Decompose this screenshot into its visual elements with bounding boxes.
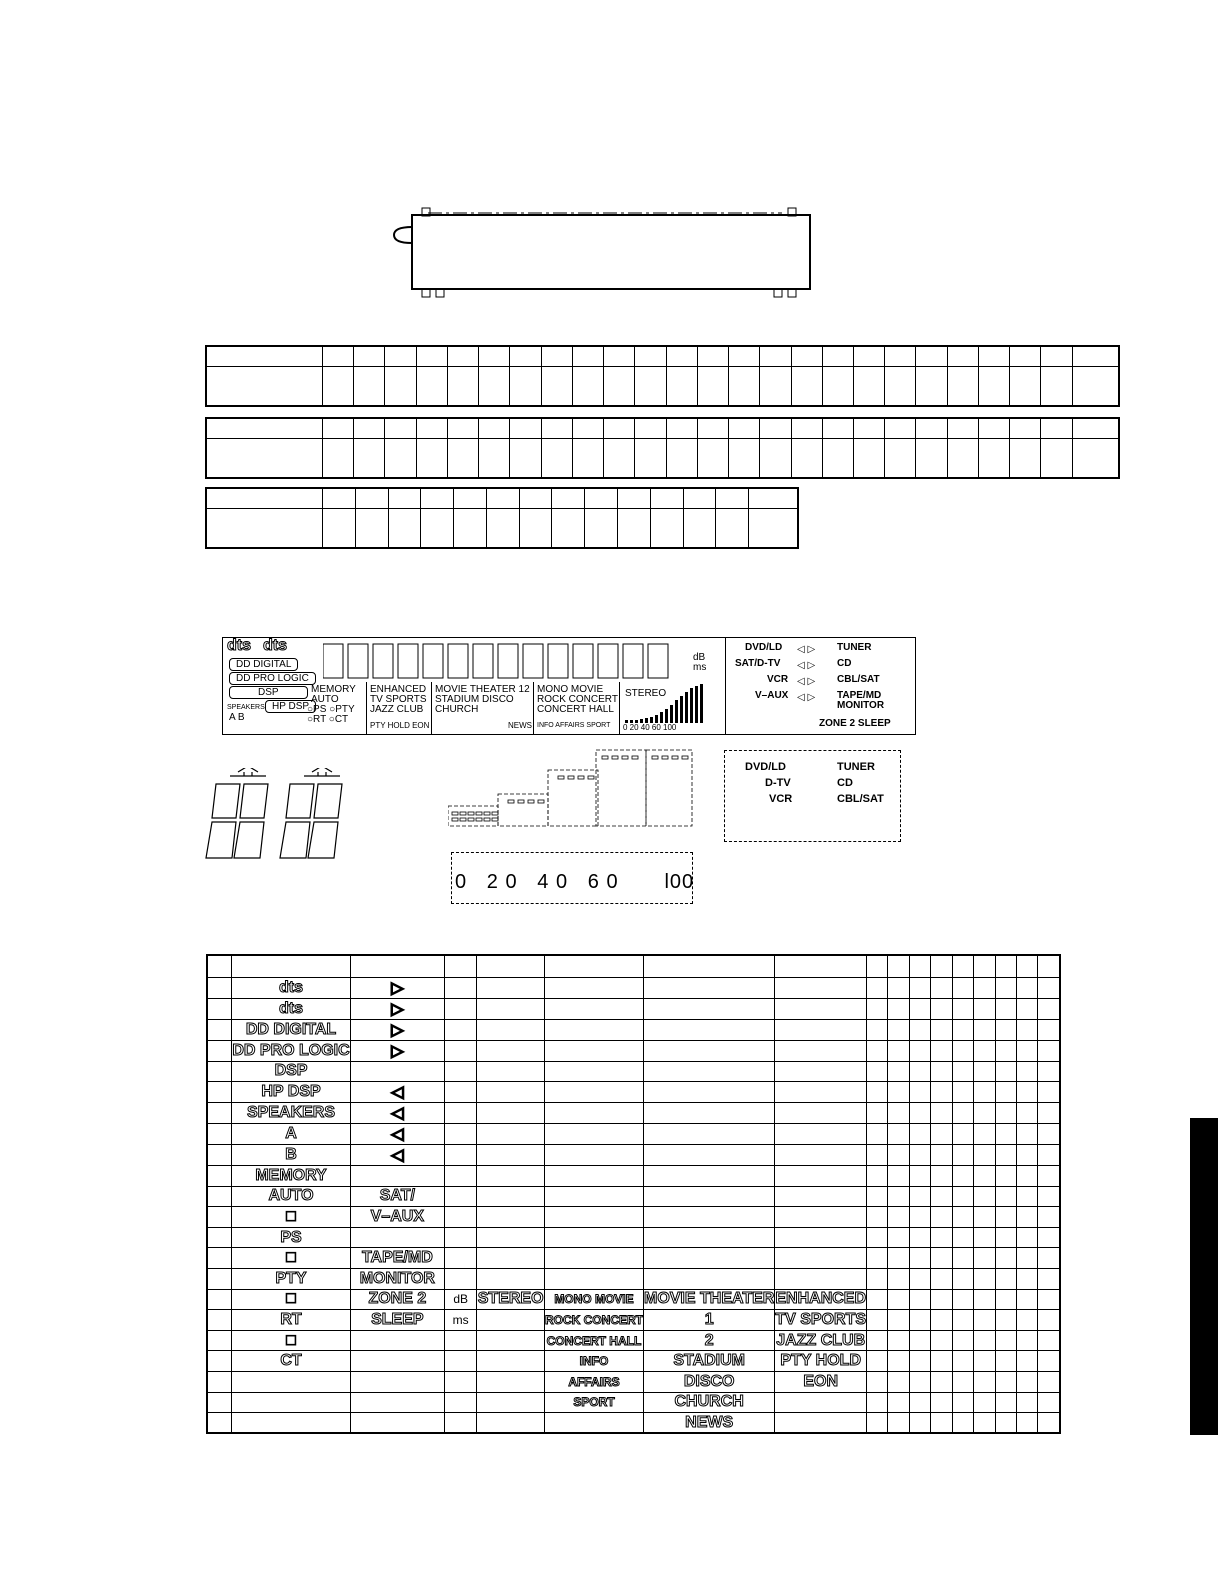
table-row	[207, 1310, 1060, 1331]
table-row	[207, 1248, 1060, 1269]
level-bars	[625, 684, 709, 724]
level-meter-detail	[448, 748, 698, 828]
table-row	[207, 998, 1060, 1019]
pin-table-2	[205, 417, 1120, 479]
cell-col1-16: RT	[280, 1311, 302, 1329]
segment-character-detail	[200, 768, 350, 873]
level-scale: 0 20 40 60 100	[623, 723, 677, 732]
cell-col1-18: CT	[280, 1352, 302, 1370]
cell-col6-17: 2	[704, 1331, 714, 1349]
cell-col2-2: ▷	[391, 1021, 404, 1039]
cell-col1-2: DD DIGITAL	[245, 1020, 337, 1038]
cell-col6-20: CHURCH	[674, 1393, 744, 1411]
speakers-label: SPEAKERS	[227, 704, 265, 711]
table-row	[207, 1351, 1060, 1372]
cell-col7-15: ENHANCED	[775, 1290, 867, 1308]
table-row	[207, 1040, 1060, 1061]
cell-col1-3: DD PRO LOGIC	[232, 1041, 350, 1059]
table-row	[207, 1124, 1060, 1145]
cell-col5-17: CONCERT HALL	[546, 1333, 642, 1348]
cell-col5-19: AFFAIRS	[568, 1374, 620, 1389]
pty-hold-eon: PTY HOLD EON	[370, 721, 430, 730]
mode-jazz-club: JAZZ CLUB	[370, 704, 424, 715]
cell-col3-15: dB	[453, 1292, 468, 1307]
cell-col2-7: ◁	[391, 1126, 404, 1144]
table-row	[207, 1289, 1060, 1310]
cell-col7-16: TV SPORTS	[775, 1311, 867, 1329]
pin-table-3	[205, 487, 799, 549]
monitor-indicator: MONITOR	[837, 700, 885, 711]
table-row	[207, 1227, 1060, 1248]
input-cbl-sat: CBL/SAT	[837, 674, 880, 685]
table-row	[207, 1103, 1060, 1124]
mode-section-3	[533, 682, 534, 734]
cell-col7-19: EON	[803, 1372, 839, 1390]
mode-news: NEWS	[508, 721, 532, 730]
cell-col7-18: PTY HOLD	[780, 1352, 861, 1370]
cell-col2-3: ▷	[391, 1042, 404, 1060]
scale-60: 6 0	[587, 871, 619, 893]
zone-d-tv: D-TV	[765, 777, 791, 789]
mode-rock-concert: ROCK CONCERT	[537, 694, 618, 705]
cell-col3-16: ms	[452, 1313, 469, 1328]
cell-col1-15: □	[286, 1290, 296, 1308]
cell-col2-8: ◁	[391, 1147, 404, 1165]
hp-dsp-indicator: HP DSP	[265, 700, 316, 713]
input-dvd-ld: DVD/LD	[745, 642, 783, 653]
cell-col1-1: dts	[279, 999, 304, 1017]
segment-mapping-table	[206, 954, 1061, 1434]
cell-col2-14: MONITOR	[359, 1269, 435, 1287]
mode-concert-hall: CONCERT HALL	[537, 704, 614, 715]
cell-col1-17: □	[286, 1331, 296, 1349]
cell-col5-20: SPORT	[573, 1395, 615, 1410]
table-row	[207, 1372, 1060, 1393]
cell-col6-21: NEWS	[685, 1413, 734, 1431]
input-sat-dtv: SAT/D-TV	[735, 658, 781, 669]
ms-unit: ms	[693, 662, 707, 673]
cell-col2-5: ◁	[391, 1084, 404, 1102]
section-tab	[1190, 1118, 1218, 1435]
cell-col1-9: MEMORY	[255, 1166, 327, 1184]
input-v-aux: V–AUX	[755, 690, 789, 701]
mode-tv-sports: TV SPORTS	[370, 694, 427, 705]
arrow-column: ◁ ▷ ◁ ▷ ◁ ▷ ◁ ▷	[797, 644, 816, 703]
cell-col1-4: DSP	[274, 1062, 308, 1080]
cell-col2-15: ZONE 2	[368, 1290, 427, 1308]
mode-church: CHURCH	[435, 704, 479, 715]
scale-0: 0	[455, 871, 468, 893]
input-vcr: VCR	[767, 674, 789, 685]
zone-dvd-ld: DVD/LD	[745, 761, 786, 773]
mode-stadium-disco: STADIUM DISCO	[435, 694, 514, 705]
zone-input-box	[724, 750, 901, 842]
zone-cbl-sat: CBL/SAT	[837, 793, 884, 805]
cell-col2-13: TAPE/MD	[361, 1249, 433, 1267]
cell-col1-8: B	[285, 1146, 297, 1164]
input-tuner: TUNER	[837, 642, 872, 653]
ps-pty-indicator: ○PS ○PTY	[307, 704, 355, 715]
cell-col6-15: MOVIE THEATER	[643, 1290, 775, 1308]
cell-col6-19: DISCO	[683, 1372, 735, 1390]
cell-col1-14: PTY	[275, 1269, 307, 1287]
cell-col1-0: dts	[279, 978, 304, 996]
cell-col2-6: ◁	[391, 1105, 404, 1123]
cell-col2-0: ▷	[391, 979, 404, 997]
cell-col7-17: JAZZ CLUB	[776, 1331, 866, 1349]
input-section	[725, 638, 726, 734]
level-section	[619, 682, 620, 734]
info-affairs-sport: INFO AFFAIRS SPORT	[537, 722, 611, 729]
dolby-digital-indicator: DD DIGITAL	[229, 658, 298, 671]
mode-movie-theater: MOVIE THEATER 12	[435, 684, 530, 695]
cell-col5-18: INFO	[579, 1354, 609, 1369]
rt-ct-indicator: ○RT ○CT	[307, 714, 349, 725]
stereo-indicator: STEREO	[625, 688, 667, 699]
dts-logo-1: dts	[227, 637, 251, 654]
cell-col6-18: STADIUM	[673, 1352, 746, 1370]
cell-col5-16: ROCK CONCERT	[544, 1313, 643, 1328]
scale-labels	[455, 871, 694, 894]
dsp-indicator: DSP	[229, 686, 308, 699]
mode-enhanced: ENHANCED	[370, 684, 427, 695]
pin-table-1	[205, 345, 1120, 407]
table-row	[207, 1269, 1060, 1290]
cell-col2-1: ▷	[391, 1000, 404, 1018]
table-row	[207, 977, 1060, 998]
speakers-ab: A B	[229, 712, 245, 723]
dolby-prologic-indicator: DD PRO LOGIC	[229, 672, 316, 685]
table-row	[207, 1330, 1060, 1351]
table-row	[207, 1019, 1060, 1040]
table-row	[207, 1145, 1060, 1166]
display-panel	[222, 637, 916, 735]
table-row	[207, 1061, 1060, 1082]
cell-col1-7: A	[285, 1125, 297, 1143]
table-row	[207, 1207, 1060, 1228]
cell-col1-5: HP DSP	[261, 1083, 321, 1101]
mode-section-2	[431, 682, 432, 734]
input-cd: CD	[837, 658, 852, 669]
cell-col4-15: STEREO	[477, 1290, 544, 1308]
cell-col2-16: SLEEP	[371, 1311, 424, 1329]
scale-20: 2 0	[486, 871, 518, 893]
mode-section-1	[366, 682, 367, 734]
zone-tuner: TUNER	[837, 761, 875, 773]
db-unit: dB	[693, 652, 706, 663]
table-row	[207, 1166, 1060, 1187]
cell-col1-6: SPEAKERS	[247, 1104, 336, 1122]
cell-col1-11: □	[286, 1208, 296, 1226]
mode-mono-movie: MONO MOVIE	[537, 684, 604, 695]
cell-col6-16: 1	[704, 1311, 714, 1329]
auto-indicator: AUTO	[311, 694, 339, 705]
memory-indicator: MEMORY	[311, 684, 356, 695]
cell-col1-12: PS	[280, 1228, 302, 1246]
scale-100: l00	[664, 871, 695, 893]
scale-40: 4 0	[537, 871, 569, 893]
table-row	[207, 1392, 1060, 1413]
zone-cd: CD	[837, 777, 853, 789]
dts-logo-2: dts	[263, 637, 287, 654]
cell-col5-15: MONO MOVIE	[554, 1292, 634, 1307]
display-tube-outline	[390, 205, 820, 300]
cell-col2-11: V–AUX	[370, 1208, 425, 1226]
zone-sleep-indicator: ZONE 2 SLEEP	[819, 718, 891, 729]
cell-col1-10: AUTO	[268, 1187, 314, 1205]
input-tape-md: TAPE/MD	[837, 690, 882, 701]
table-row	[207, 1186, 1060, 1207]
zone-vcr: VCR	[769, 793, 793, 805]
table-row	[207, 1413, 1060, 1434]
character-digits	[323, 642, 693, 682]
cell-col2-10: SAT/	[379, 1187, 415, 1205]
table-row	[207, 1082, 1060, 1103]
cell-col1-13: □	[286, 1249, 296, 1267]
